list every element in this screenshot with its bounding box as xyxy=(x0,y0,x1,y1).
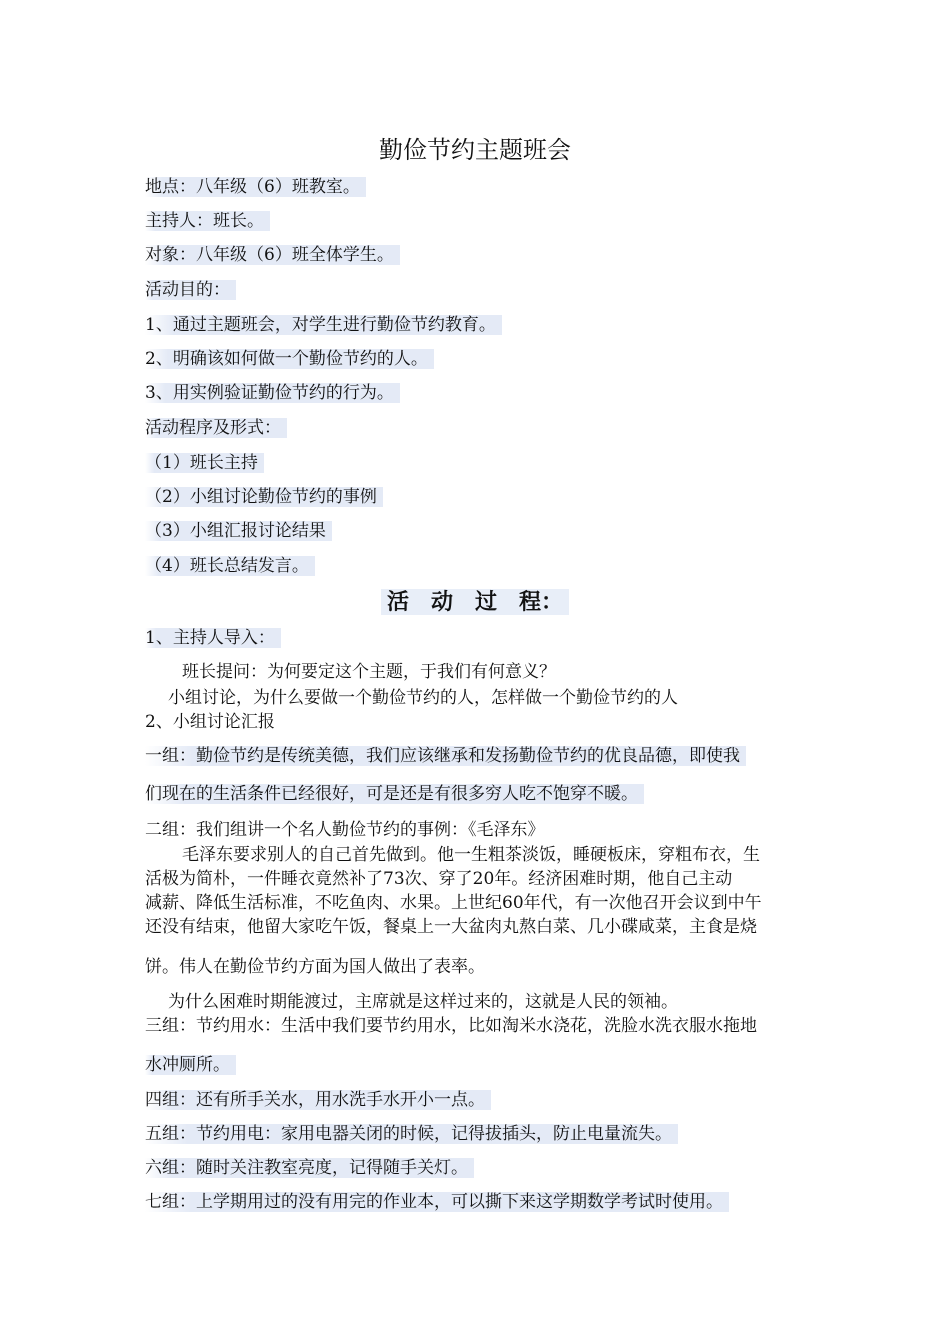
procedure-label xyxy=(145,418,287,438)
text-run: 还没有结束，他留大家吃午饭，餐桌上一大盆肉丸熬白菜、几小碟咸菜，主食是烧 xyxy=(145,917,757,937)
text-run: 1、通过主题班会，对学生进行勤俭节约教育。 xyxy=(145,315,502,335)
text-run: 活动目的： xyxy=(145,280,236,300)
text-run: 三组：节约用水：生活中我们要节约用水，比如淘米水浇花，洗脸水洗衣服水拖地 xyxy=(145,1016,757,1036)
group-2-story xyxy=(145,869,732,889)
text-run: 小组讨论，为什么要做一个勤俭节约的人，怎样做一个勤俭节约的人 xyxy=(168,688,678,708)
document-title xyxy=(0,136,950,164)
group-4 xyxy=(145,1090,491,1110)
procedure-item xyxy=(145,453,264,473)
text-run: 对象：八年级（6）班全体学生。 xyxy=(145,245,400,265)
text-run: 主持人：班长。 xyxy=(145,211,270,231)
purpose-item xyxy=(145,349,434,369)
text-run: 班长提问：为何要定这个主题，于我们有何意义？ xyxy=(182,662,556,682)
text-run: 水冲厕所。 xyxy=(145,1055,236,1075)
group-2-story xyxy=(182,845,760,865)
text-run: 活动程序及形式： xyxy=(145,418,287,438)
group-3-line xyxy=(145,1055,236,1075)
text-run: 活极为简朴，一件睡衣竟然补了73次、穿了20年。经济困难时期，他自己主动 xyxy=(145,869,733,889)
step-1 xyxy=(145,628,281,648)
text-run: 勤俭节约主题班会 xyxy=(379,136,571,164)
purpose-item xyxy=(145,383,400,403)
text-run: 为什么困难时期能渡过，主席就是这样过来的，这就是人民的领袖。 xyxy=(168,992,678,1012)
text-run: （2）小组讨论勤俭节约的事例 xyxy=(145,487,383,507)
group-2-intro xyxy=(145,820,545,840)
step-1-discussion xyxy=(168,688,678,708)
group-6 xyxy=(145,1158,474,1178)
step-1-question xyxy=(182,662,556,682)
procedure-item xyxy=(145,521,332,541)
group-7 xyxy=(145,1192,729,1212)
purpose-label xyxy=(145,280,236,300)
text-run: 饼。伟人在勤俭节约方面为国人做出了表率。 xyxy=(145,957,485,977)
text-run: 们现在的生活条件已经很好，可是还是有很多穷人吃不饱穿不暖。 xyxy=(145,784,644,804)
info-host xyxy=(145,211,270,231)
group-2-story xyxy=(145,917,757,937)
text-run: 1、主持人导入： xyxy=(145,628,281,648)
text-run: （3）小组汇报讨论结果 xyxy=(145,521,332,541)
info-audience xyxy=(145,245,400,265)
group-2-note xyxy=(168,992,678,1012)
text-run: 地点：八年级（6）班教室。 xyxy=(145,177,366,197)
text-run: 3、用实例验证勤俭节约的行为。 xyxy=(145,383,400,403)
info-location xyxy=(145,177,366,197)
text-run: 二组：我们组讲一个名人勤俭节约的事例：《毛泽东》 xyxy=(145,820,545,840)
text-run: 2、明确该如何做一个勤俭节约的人。 xyxy=(145,349,434,369)
text-run: 五组：节约用电：家用电器关闭的时候，记得拔插头，防止电量流失。 xyxy=(145,1124,678,1144)
text-run: 2、小组讨论汇报 xyxy=(145,712,275,732)
group-1-line xyxy=(145,784,644,804)
text-run: 毛泽东要求别人的自己首先做到。他一生粗茶淡饭，睡硬板床，穿粗布衣，生 xyxy=(182,845,760,865)
group-2-story xyxy=(145,893,762,913)
text-run: （1）班长主持 xyxy=(145,453,264,473)
group-3-line xyxy=(145,1016,757,1036)
group-1-line xyxy=(145,746,746,766)
purpose-item xyxy=(145,315,502,335)
text-run: 减薪、降低生活标准，不吃鱼肉、水果。上世纪60年代，有一次他召开会议到中午 xyxy=(145,893,762,913)
text-run: （4）班长总结发言。 xyxy=(145,556,315,576)
text-run: 六组：随时关注教室亮度，记得随手关灯。 xyxy=(145,1158,474,1178)
group-2-story xyxy=(145,957,485,977)
text-run: 七组：上学期用过的没有用完的作业本，可以撕下来这学期数学考试时使用。 xyxy=(145,1192,729,1212)
group-5 xyxy=(145,1124,678,1144)
procedure-item xyxy=(145,556,315,576)
text-run: 一组：勤俭节约是传统美德，我们应该继承和发扬勤俭节约的优良品德，即使我 xyxy=(145,746,746,766)
procedure-item xyxy=(145,487,383,507)
text-run: 四组：还有所手关水，用水洗手水开小一点。 xyxy=(145,1090,491,1110)
step-2 xyxy=(145,712,275,732)
text-run: 活 动 过 程： xyxy=(381,589,569,615)
process-heading xyxy=(0,589,950,615)
